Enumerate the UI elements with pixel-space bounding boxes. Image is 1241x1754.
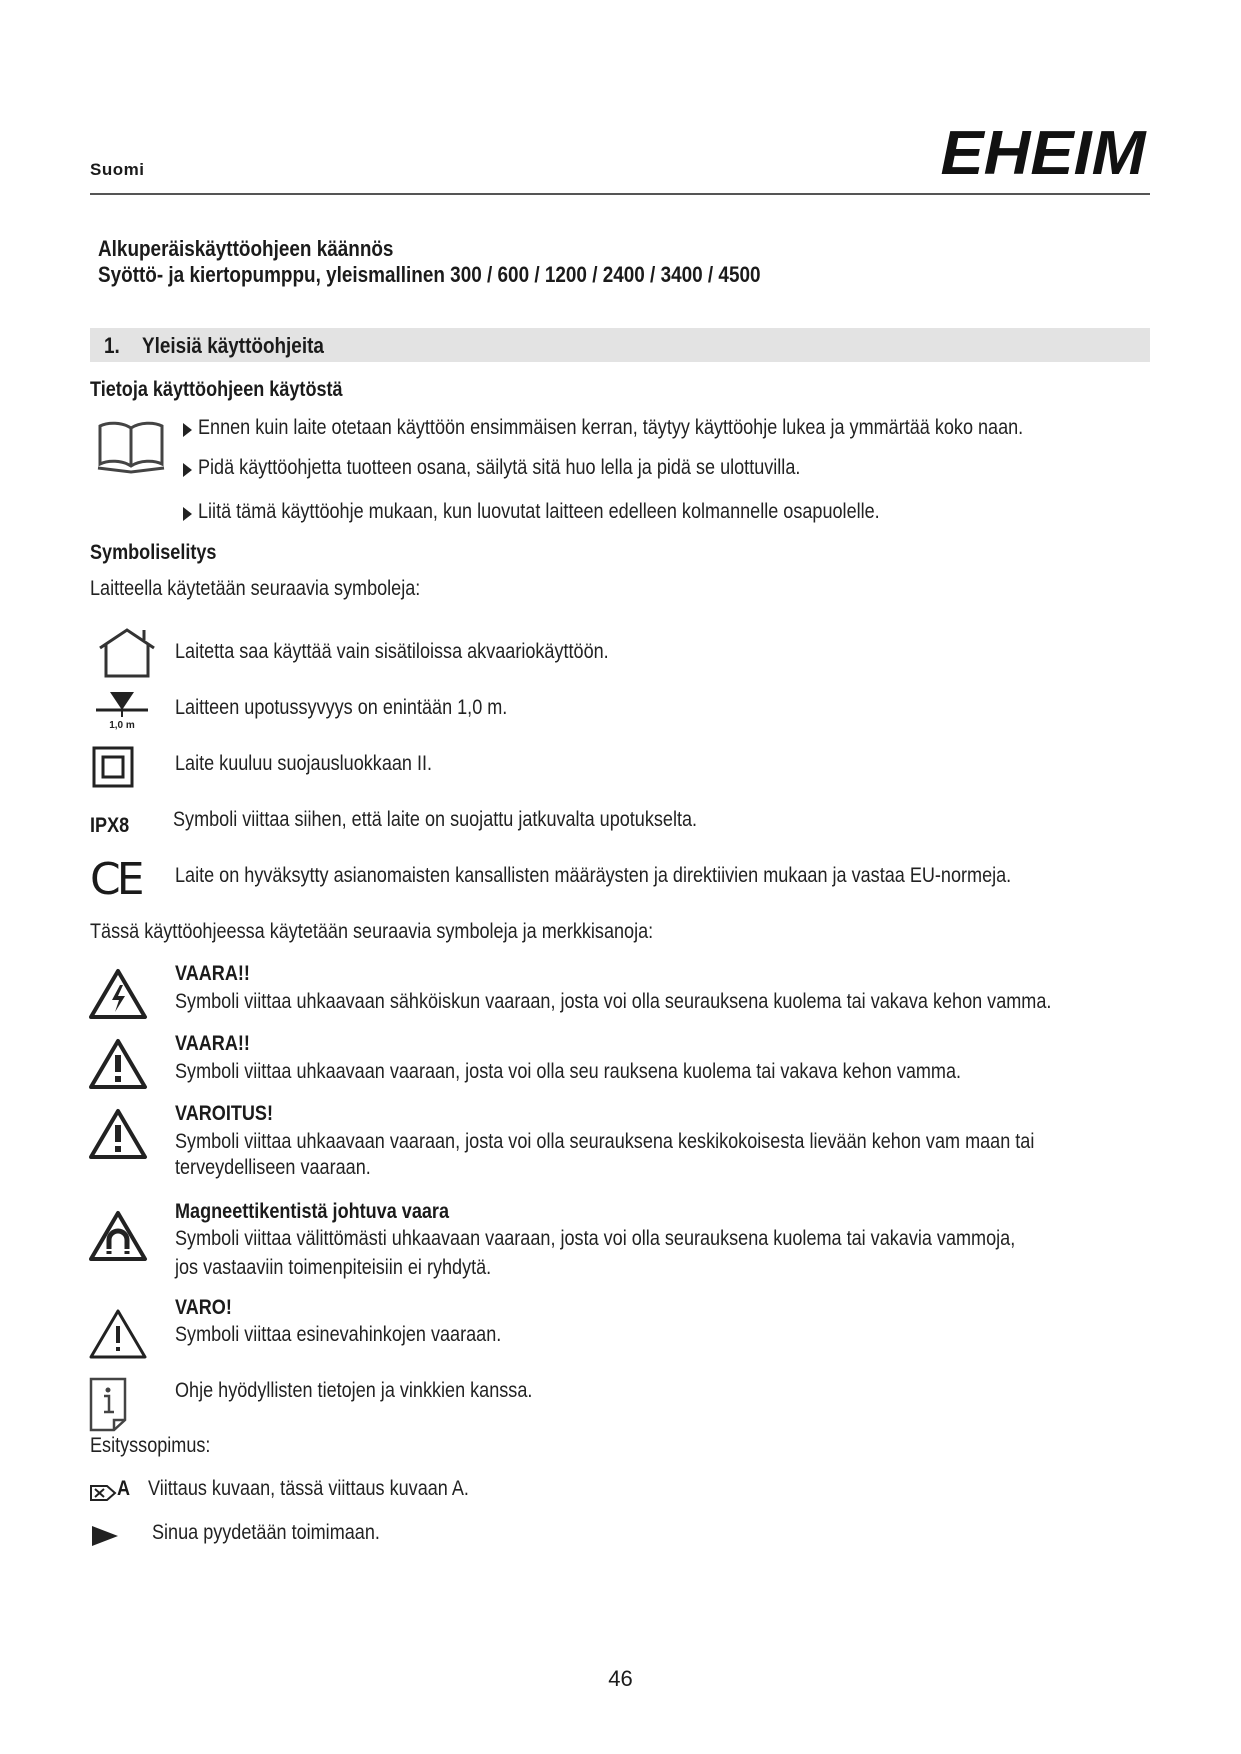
- warning-text: Symboli viittaa uhkaavaan vaaraan, josta voi olla seu rauksena kuolema tai vakava kehon vamma.: [175, 1060, 962, 1083]
- warning-title: Magneettikentistä johtuva vaara: [175, 1200, 450, 1223]
- protection-class-ii-icon: [92, 746, 134, 788]
- section-title: Yleisiä käyttöohjeita: [142, 333, 324, 358]
- page-number: 46: [608, 1666, 633, 1691]
- manual-symbols-intro: Tässä käyttöohjeessa käytetään seuraavia symboleja ja merkkisanoja:: [90, 920, 654, 943]
- symbol-text: Laite on hyväksytty asianomaisten kansallisten määräysten ja direktiivien mukaan ja vastaa EU-normeja.: [175, 864, 1012, 887]
- symbols-intro: Laitteella käytetään seuraavia symboleja:: [90, 577, 421, 600]
- brand-logo-text: EHEIM: [940, 119, 1147, 184]
- house-icon: [96, 626, 158, 678]
- bullet-arrow-icon: [183, 507, 192, 521]
- caution-warning-icon: [88, 1108, 148, 1160]
- document-title: Alkuperäiskäyttöohjeen käännös: [98, 236, 394, 261]
- header-divider: [90, 193, 1150, 195]
- warning-title: VAROITUS!: [175, 1102, 273, 1125]
- magnetic-field-warning-icon: [88, 1210, 148, 1262]
- warning-title: VAARA!!: [175, 1032, 250, 1055]
- info-text: Ohje hyödyllisten tietojen ja vinkkien kanssa.: [175, 1379, 533, 1402]
- warning-text: Symboli viittaa uhkaavaan vaaraan, josta voi olla seurauksena keskikokoisesta lievään kehon vam maan tai: [175, 1130, 1035, 1153]
- conventions-heading: Esityssopimus:: [90, 1434, 211, 1457]
- warning-text: Symboli viittaa uhkaavaan sähköiskun vaaraan, josta voi olla seurauksena kuolema tai vakava kehon vamma.: [175, 990, 1052, 1013]
- info-page-icon: [88, 1376, 128, 1432]
- danger-warning-icon: [88, 1038, 148, 1090]
- document-subtitle: Syöttö- ja kiertopumppu, yleismallinen 300 / 600 / 1200 / 2400 / 3400 / 4500: [98, 262, 761, 287]
- symbols-heading: Symboliselitys: [90, 541, 217, 564]
- figure-reference-text: Viittaus kuvaan, tässä viittaus kuvaan A.: [148, 1477, 469, 1500]
- figure-reference-icon: [89, 1484, 117, 1502]
- language-label: Suomi: [90, 160, 145, 179]
- symbol-text: Laite kuuluu suojausluokkaan II.: [175, 752, 433, 775]
- bullet-arrow-icon: [183, 463, 192, 477]
- action-arrow-icon: [90, 1524, 120, 1548]
- usage-bullet: Liitä tämä käyttöohje mukaan, kun luovutat laitteen edelleen kolmannelle osapuolelle.: [198, 500, 880, 523]
- section-number: 1.: [104, 333, 120, 358]
- warning-text: terveydelliseen vaaraan.: [175, 1156, 371, 1179]
- notice-warning-icon: [88, 1308, 148, 1360]
- action-text: Sinua pyydetään toimimaan.: [152, 1521, 380, 1544]
- book-icon: [96, 418, 166, 474]
- ce-mark-icon: CE: [90, 854, 141, 905]
- electric-shock-warning-icon: [88, 968, 148, 1020]
- warning-text: jos vastaaviin toimenpiteisiin ei ryhdytä.: [175, 1256, 492, 1279]
- usage-bullet: Ennen kuin laite otetaan käyttöön ensimmäisen kerran, täytyy käyttöohje lukea ja ymmärtää koko naan.: [198, 416, 1024, 439]
- symbol-text: Laitteen upotussyvyys on enintään 1,0 m.: [175, 696, 508, 719]
- usage-heading: Tietoja käyttöohjeen käytöstä: [90, 378, 343, 401]
- symbol-text: Laitetta saa käyttää vain sisätiloissa akvaariokäyttöön.: [175, 640, 609, 663]
- bullet-arrow-icon: [183, 423, 192, 437]
- immersion-depth-icon: [92, 690, 152, 730]
- symbol-text: Symboli viittaa siihen, että laite on suojattu jatkuvalta upotukselta.: [173, 808, 698, 831]
- usage-bullet: Pidä käyttöohjetta tuotteen osana, säilytä sitä huo lella ja pidä se ulottuvilla.: [198, 456, 801, 479]
- ipx8-label: IPX8: [90, 814, 130, 837]
- immersion-depth-label: 1,0 m: [109, 720, 135, 730]
- figure-reference-label: A: [117, 1477, 131, 1500]
- warning-title: VARO!: [175, 1296, 232, 1319]
- warning-text: Symboli viittaa välittömästi uhkaavaan vaaraan, josta voi olla seurauksena kuolema tai vakavia vammoja,: [175, 1227, 1016, 1250]
- warning-title: VAARA!!: [175, 962, 250, 985]
- brand-logo: [938, 118, 1148, 184]
- warning-text: Symboli viittaa esinevahinkojen vaaraan.: [175, 1323, 502, 1346]
